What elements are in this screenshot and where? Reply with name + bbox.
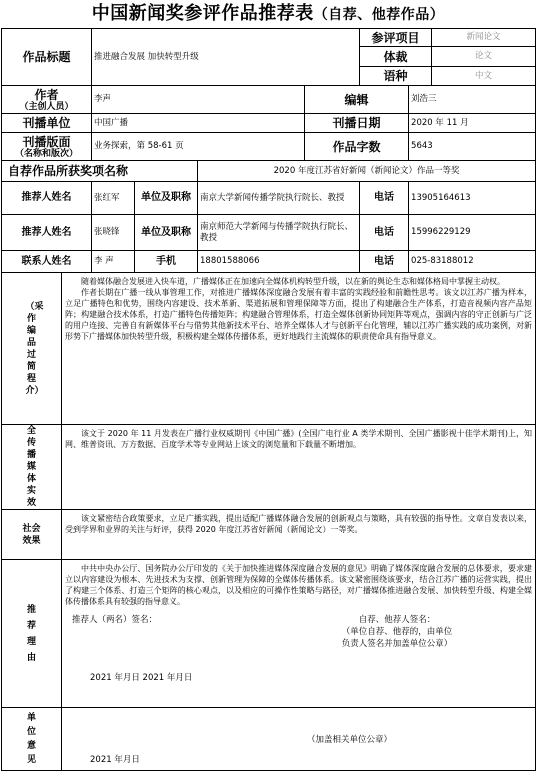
- spread-label-text: 全传播媒体实效: [26, 426, 36, 508]
- work-title-label: 作品标题: [2, 29, 92, 86]
- form-title-main: 中国新闻奖参评作品推荐表: [91, 3, 314, 24]
- language-label: 语种: [360, 67, 432, 86]
- language-value: 中文: [432, 67, 536, 86]
- process-label-text: （采作编品过简程介）: [25, 301, 44, 396]
- editor-value: 刘浩三: [409, 86, 536, 114]
- recommender-name-label: 推荐人姓名: [2, 182, 92, 215]
- author-label-sub: （主创人员）: [19, 101, 74, 112]
- mobile-label: 手机: [135, 251, 198, 273]
- page-value: 业务探索，第 58-61 页: [92, 133, 305, 161]
- reason-label-text: 推荐理由: [26, 604, 36, 663]
- recommender-phone: 13905164613: [409, 182, 536, 215]
- recommender-unit-label: 单位及职称: [135, 182, 198, 215]
- reason-sign-left: 推荐人（两名）签名：: [72, 615, 158, 625]
- award-label: 自荐作品所获奖项名称: [2, 161, 198, 182]
- publisher-value: 中国广播: [92, 114, 305, 133]
- reason-sign-right-3: 负责人签名并加盖单位公章）: [341, 639, 453, 649]
- date-label: 刊播日期: [305, 114, 409, 133]
- effect-label: [2, 510, 62, 560]
- publisher-label: 刊播单位: [2, 114, 92, 133]
- reason-date: 2021 年月日 2021 年月日: [90, 673, 193, 683]
- contact-phone-value: 025-83188012: [409, 251, 536, 273]
- award-value: 2020 年度江苏省好新闻（新闻论文）作品一等奖: [198, 161, 536, 182]
- date-value: 2020 年 11 月: [409, 114, 536, 133]
- recommender-unit-label: 单位及职称: [135, 215, 198, 251]
- process-content: [62, 273, 536, 425]
- process-label: [2, 273, 62, 425]
- reason-sign-right: [277, 614, 517, 650]
- unit-label-text: 单位意见: [26, 713, 36, 765]
- unit-content: [62, 708, 536, 771]
- process-paragraph-2: 作者长期在广播一线从事管理工作，对推进广播媒体深度融合发展有着丰富的实践经验和前瞻性思考。该文以江苏广播为样本，立足广播特色和优势，围绕内容建设、技术革新、渠道拓展和管理保障等方面，提出了构建融合生产体系，打造音视频内容产品矩阵；构建融合技术体系，打造广播特色传播矩阵；构建融合管理体系，打造全媒体创新协同矩阵等观点，强调内容的守正创新与广泛的用户连接、完善自有新媒体平台与借势其他新技术平台、培养全媒体人才与创新平台化管理，辅以江苏广播实践的成功案例，对新形势下广播媒体加快转型升级，积极构建全媒体传播体系，更好地践行主流媒体的职责使命具有指导意义。: [65, 288, 533, 341]
- recommender-phone-label: 电话: [360, 182, 409, 215]
- recommender-name: 张红军: [92, 182, 135, 215]
- form-title-sub: （自荐、他荐作品）: [313, 7, 445, 23]
- contact-name: 李 声: [92, 251, 135, 273]
- spread-label: [2, 425, 62, 510]
- reason-content: [62, 560, 536, 708]
- editor-label: 编辑: [305, 86, 409, 114]
- page-label-sub: （名称和版次）: [15, 148, 79, 159]
- page-label: [2, 133, 92, 161]
- page-label-main: 刊播版面: [22, 134, 71, 149]
- unit-label: [2, 708, 62, 771]
- wordcount-label: 作品字数: [305, 133, 409, 161]
- effect-label-text: 社会效果: [22, 523, 41, 546]
- item-value: 新闻论文: [432, 29, 536, 47]
- contact-phone-label: 电话: [360, 251, 409, 273]
- recommender-phone-label: 电话: [360, 215, 409, 251]
- genre-label: 体裁: [360, 47, 432, 67]
- contact-name-label: 联系人姓名: [2, 251, 92, 273]
- recommender-unit: 南京大学新闻传播学院执行院长、教授: [198, 182, 360, 215]
- reason-sign-area: [62, 610, 535, 688]
- reason-text: 中共中央办公厅、国务院办公厅印发的《关于加快推进媒体深度融合发展的意见》明确了媒体深度融合发展的总体要求，要求建立以内容建设为根本、先进技术为支撑、创新管理为保障的全媒体传播体系。该文紧密围绕该要求，结合江苏广播的运营实践，提出了构建三个体系、打造三个矩阵的核心观点，以及相应的可操作性策略与路径，对广播媒体推进融合发展、加快转型升级、构建全媒体传播体系具有较强的指导意义。: [65, 564, 533, 606]
- author-value: 李声: [92, 86, 305, 114]
- reason-sign-right-2: （单位自荐、他荐的，由单位: [341, 627, 453, 637]
- recommender-unit: 南京师范大学新闻与传播学院执行院长、教授: [198, 215, 360, 251]
- wordcount-value: 5643: [409, 133, 536, 161]
- unit-date: 2021 年月日: [90, 755, 140, 765]
- spread-content: 该文于 2020 年 11 月发表在广播行业权威期刊《中国广播》(全国广电行业 A 类学术期刊、全国广播影视十佳学术期刊)上，知网、维普资讯、万方数据、百度学术等专业网站上该文的浏览量和下载量不断增加。: [62, 425, 536, 510]
- recommender-name: 张晓锋: [92, 215, 135, 251]
- author-label: [2, 86, 92, 114]
- author-label-main: 作者: [34, 87, 59, 102]
- work-title-value: 推进融合发展 加快转型升级: [92, 29, 360, 86]
- reason-sign-right-1: 自荐、他荐人签名：: [358, 615, 436, 625]
- genre-value: 论文: [432, 47, 536, 67]
- recommendation-form: [1, 28, 536, 771]
- reason-label: [2, 560, 62, 708]
- process-paragraph-1: 随着媒体融合发展进入快车道，广播媒体正在加速向全媒体机构转型升级，以在新的舆论生态和媒体格局中掌握主动权。: [81, 277, 505, 286]
- form-title: [0, 0, 536, 28]
- mobile-value: 18801588066: [198, 251, 360, 273]
- item-label: 参评项目: [360, 29, 432, 47]
- unit-stamp: （加盖相关单位公章）: [307, 735, 393, 745]
- recommender-name-label: 推荐人姓名: [2, 215, 92, 251]
- effect-content: 该文紧密结合政策要求，立足广播实践，提出适配广播媒体融合发展的创新观点与策略，具有较强的指导性。文章自发表以来，受到学界和业界的关注与好评，获得 2020 年度江苏省好新闻（新闻论文）一等奖。: [62, 510, 536, 560]
- recommender-phone: 15996229129: [409, 215, 536, 251]
